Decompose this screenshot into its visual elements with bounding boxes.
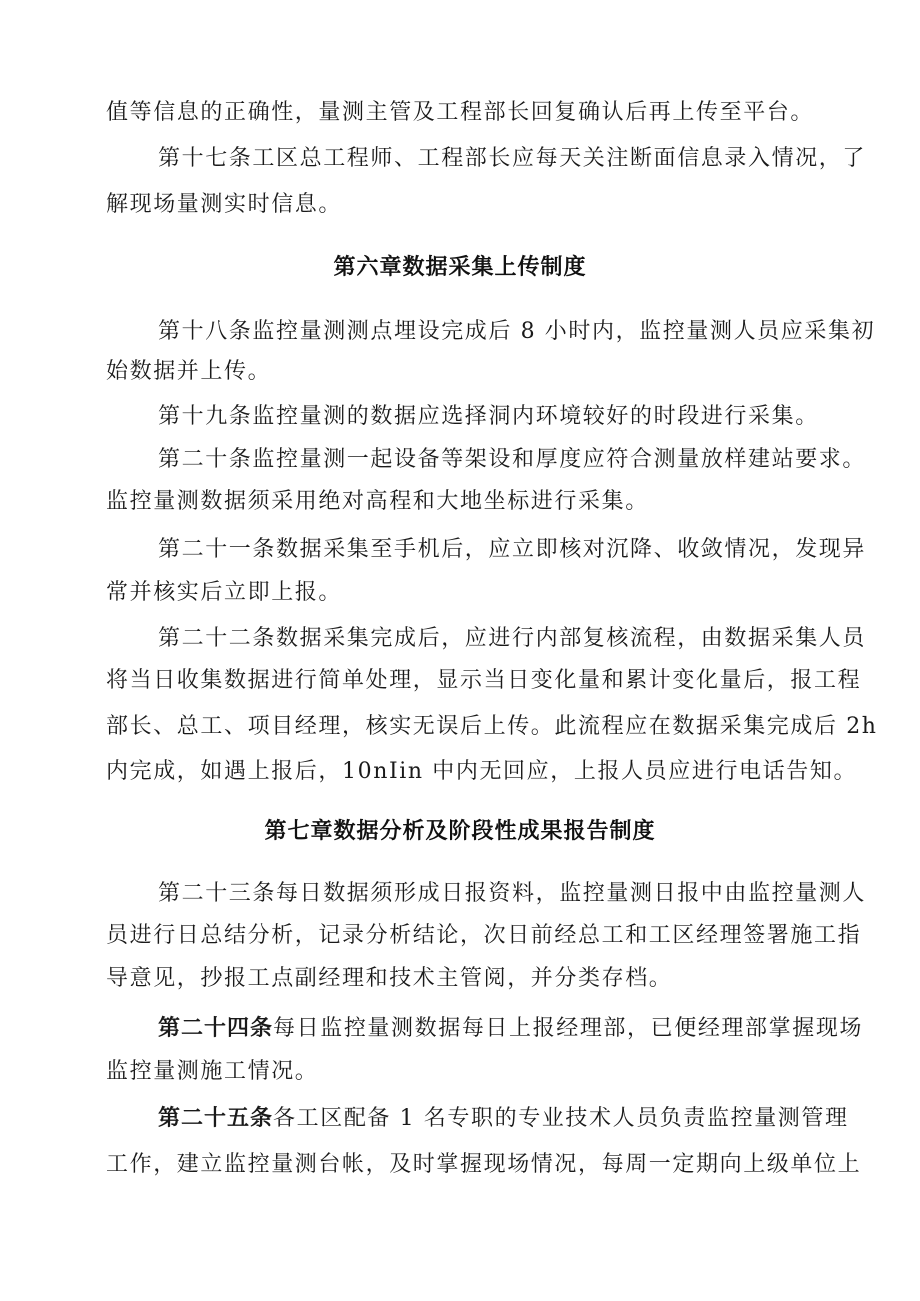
article-17-line-2: 解现场量测实时信息。: [106, 192, 343, 217]
article-25-line-2: 工作，建立监控量测台帐，及时掌握现场情况，每周一定期向上级单位上: [106, 1152, 862, 1177]
paragraph-line: 值等信息的正确性，量测主管及工程部长回复确认后再上传至平台。: [106, 100, 815, 125]
article-20-line-2: 监控量测数据须采用绝对高程和大地坐标进行采集。: [106, 489, 649, 514]
article-19-line-1: 第十九条监控量测的数据应选择洞内环境较好的时段进行采集。: [158, 404, 819, 429]
article-20-line-1: 第二十条监控量测一起设备等架设和厚度应符合测量放样建站要求。: [158, 447, 867, 472]
article-18-line-2: 始数据并上传。: [106, 359, 272, 384]
article-23-line-2: 员进行日总结分析，记录分析结论，次日前经总工和工区经理签署施工指: [106, 923, 862, 948]
article-22-line-3: 部长、总工、项目经理，核实无误后上传。此流程应在数据采集完成后 2h: [106, 714, 878, 739]
article-25-text: 各工区配备 1 名专职的专业技术人员负责监控量测管理: [273, 1106, 849, 1131]
article-17-line-1: 第十七条工区总工程师、工程部长应每天关注断面信息录入情况，了: [158, 146, 867, 171]
article-22-line-1: 第二十二条数据采集完成后，应进行内部复核流程，由数据采集人员: [158, 626, 867, 651]
article-25-line-1: [158, 1105, 849, 1133]
article-21-line-2: 常并核实后立即上报。: [106, 580, 343, 605]
article-24-text: 每日监控量测数据每日上报经理部，已便经理部掌握现场: [273, 1016, 864, 1041]
article-23-line-1: 第二十三条每日数据须形成日报资料，监控量测日报中由监控量测人: [158, 881, 867, 906]
article-24-line-2: 监控量测施工情况。: [106, 1059, 319, 1084]
article-21-line-1: 第二十一条数据采集至手机后，应立即核对沉降、收敛情况，发现异: [158, 537, 867, 562]
article-24-line-1: [158, 1015, 864, 1043]
chapter-7-title: 第七章数据分析及阶段性成果报告制度: [264, 819, 656, 844]
article-18-line-1: 第十八条监控量测测点埋设完成后 8 小时内，监控量测人员应采集初: [158, 319, 876, 344]
article-25-number: 第二十五条: [158, 1106, 274, 1131]
article-22-line-2: 将当日收集数据进行简单处理，显示当日变化量和累计变化量后，报工程: [106, 668, 862, 693]
article-24-number: 第二十四条: [158, 1016, 274, 1041]
article-22-line-4: 内完成，如遇上报后，10nIin 中内无回应，上报人员应进行电话告知。: [106, 759, 858, 784]
chapter-6-title: 第六章数据采集上传制度: [333, 255, 587, 280]
article-23-line-3: 导意见，抄报工点副经理和技术主管阅，并分类存档。: [106, 966, 673, 991]
